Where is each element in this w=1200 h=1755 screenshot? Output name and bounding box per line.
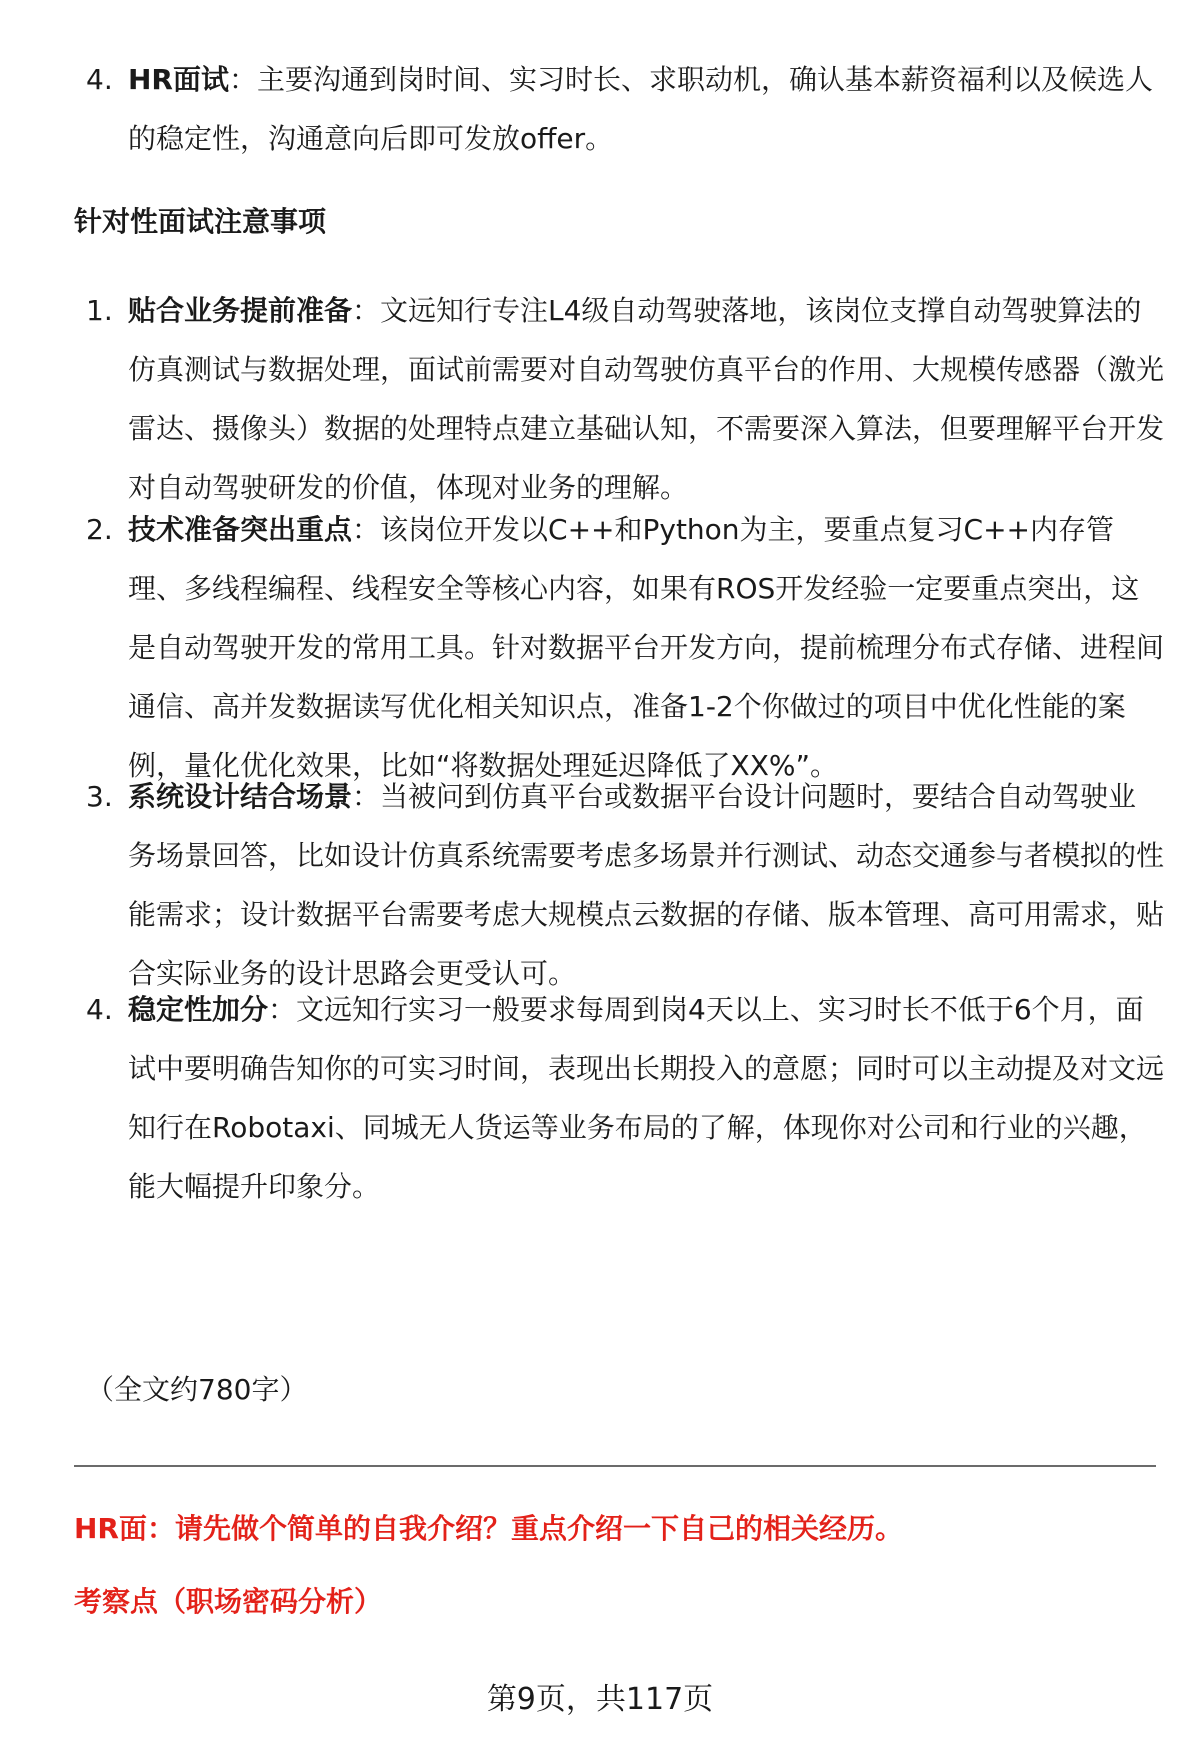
list-item-text: ：文远知行专注L4级自动驾驶落地，该岗位支撑自动驾驶算法的仿真测试与数据处理，面试前需要对自动驾驶仿真平台的作用、大规模传感器（激光雷达、摄像头）数据的处理特点建立基础认知，不需要深入算法，但要理解平台开发对自动驾驶研发的价值，体现对业务的理解。	[128, 294, 1165, 504]
list-item-text: ：当被问到仿真平台或数据平台设计问题时，要结合自动驾驶业务场景回答，比如设计仿真系统需要考虑多场景并行测试、动态交通参与者模拟的性能需求；设计数据平台需要考虑大规模点云数据的存储、版本管理、高可用需求，贴合实际业务的设计思路会更受认可。	[128, 780, 1165, 990]
section-heading: 针对性面试注意事项	[74, 205, 327, 238]
list-number: 1.	[86, 294, 113, 327]
list-item-text: ：主要沟通到岗时间、实习时长、求职动机，确认基本薪资福利以及候选人的稳定性，沟通意向后即可发放offer。	[128, 63, 1154, 155]
list-item-text: ：该岗位开发以C++和Python为主，要重点复习C++内存管理、多线程编程、线程安全等核心内容，如果有ROS开发经验一定要重点突出，这是自动驾驶开发的常用工具。针对数据平台开发方向，提前梳理分布式存储、进程间通信、高并发数据读写优化相关知识点，准备1-2个你做过的项目中优化性能的案例，量化优化效果，比如“将数据处理延迟降低了XX%”。	[128, 513, 1165, 782]
list-item-keyword: 技术准备突出重点	[128, 513, 353, 546]
analysis-heading: 考察点（职场密码分析）	[74, 1585, 383, 1618]
word-count-note: （全文约780字）	[86, 1373, 308, 1406]
list-number: 3.	[86, 780, 113, 813]
list-item-body	[128, 50, 1164, 168]
list-item-body	[128, 281, 1164, 517]
list-item-text: ：文远知行实习一般要求每周到岗4天以上、实习时长不低于6个月，面试中要明确告知你的可实习时间，表现出长期投入的意愿；同时可以主动提及对文远知行在Robotaxi、同城无人货运等业务布局的了解，体现你对公司和行业的兴趣，能大幅提升印象分。	[128, 993, 1165, 1203]
list-item-keyword: 贴合业务提前准备	[128, 294, 353, 327]
list-item-body	[128, 500, 1164, 795]
list-item-body	[128, 980, 1164, 1216]
list-number: 4.	[86, 63, 113, 96]
interview-question: HR面：请先做个简单的自我介绍？重点介绍一下自己的相关经历。	[74, 1512, 903, 1545]
list-item-keyword: 系统设计结合场景	[128, 780, 353, 813]
list-item-keyword: HR面试	[128, 63, 229, 96]
tip-item-1	[74, 281, 1164, 517]
section-divider	[74, 1465, 1156, 1467]
tip-item-4	[74, 980, 1164, 1216]
hr-interview-item	[74, 50, 1164, 168]
tip-item-2	[74, 500, 1164, 795]
tip-item-3	[74, 767, 1164, 1003]
list-item-body	[128, 767, 1164, 1003]
list-item-keyword: 稳定性加分	[128, 993, 269, 1026]
page-number: 第9页，共117页	[486, 1682, 714, 1717]
list-number: 4.	[86, 993, 113, 1026]
list-number: 2.	[86, 513, 113, 546]
